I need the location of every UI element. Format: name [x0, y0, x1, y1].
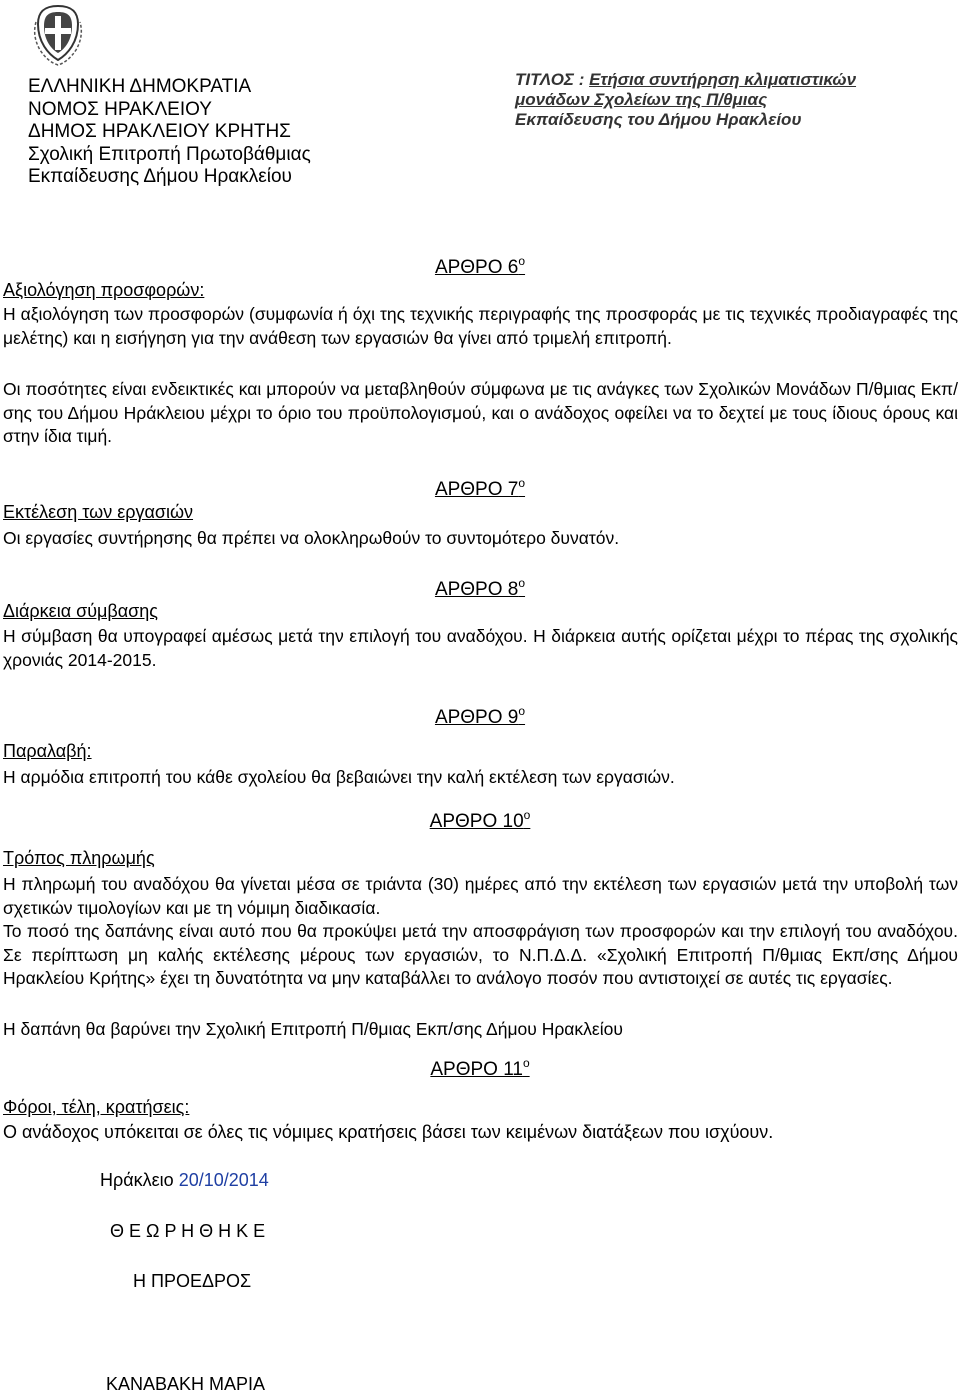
article-8-subtitle: Διάρκεια σύμβασης: [3, 601, 158, 621]
article-6-subtitle: Αξιολόγηση προσφορών:: [3, 280, 205, 300]
place: Ηράκλειο: [100, 1170, 174, 1190]
place-date: [100, 1170, 269, 1191]
title-line: μονάδων Σχολείων της Π/θμιας: [515, 90, 768, 109]
approved-label: Θ Ε Ω Ρ Η Θ Η Κ Ε: [110, 1221, 266, 1241]
article-9-heading: ΑΡΘΡΟ $9^o$: [434, 704, 526, 728]
article-6-paragraph: Η αξιολόγηση των προσφορών (συμφωνία ή όχι της τεχνικής περιγραφής της προσφοράς με τις τεχνικές προδιαγραφές της μελέτης) και η εισήγηση για την ανάθεση των εργασιών θα γίνει από τριμελή επιτροπή.: [3, 304, 958, 348]
article-8-paragraph: Η σύμβαση θα υπογραφεί αμέσως μετά την επιλογή του αναδόχου. Η διάρκεια αυτής ορίζεται μέχρι το πέρας της σχολικής χρονιάς 2014-2015.: [3, 626, 958, 670]
article-7-heading: ΑΡΘΡΟ $7^o$: [434, 476, 526, 500]
article-11-paragraph: Ο ανάδοχος υπόκειται σε όλες τις νόμιμες κρατήσεις βάσει των κειμένων διατάξεων που ισχύουν.: [3, 1122, 774, 1142]
issuer-block: [28, 76, 311, 189]
greek-state-emblem-icon: [30, 2, 86, 68]
article-10-paragraph: Η πληρωμή του αναδόχου θα γίνεται μέσα σε τριάντα (30) ημέρες από την εκτέλεση των εργασιών μετά την υποβολή των σχετικών τιμολογίων και με τη νόμιμη διαδικασία.: [3, 874, 958, 918]
article-11-subtitle: Φόροι, τέλη, κρατήσεις:: [3, 1097, 190, 1117]
issuer-line: ΝΟΜΟΣ ΗΡΑΚΛΕΙΟΥ: [28, 98, 212, 120]
document-title: [515, 70, 856, 130]
article-10-heading: ΑΡΘΡΟ $10^o$: [429, 808, 531, 832]
issuer-line: ΔΗΜΟΣ ΗΡΑΚΛΕΙΟΥ ΚΡΗΤΗΣ: [28, 121, 291, 142]
article-9-paragraph: Η αρμόδια επιτροπή του κάθε σχολείου θα βεβαιώνει την καλή εκτέλεση των εργασιών.: [3, 767, 675, 787]
article-11-heading: ΑΡΘΡΟ $11^o$: [430, 1056, 530, 1080]
article-6-paragraph: Οι ποσότητες είναι ενδεικτικές και μπορούν να μεταβληθούν σύμφωνα με τις ανάγκες των Σχολικών Μονάδων Π/θμιας Εκπ/σης του Δήμου Ηράκλειου μέχρι το όριο του προϋπολογισμού, και ο ανάδοχος οφείλει να το δεχτεί με τους ίδιους όρους και στην ίδια τιμή.: [3, 379, 958, 446]
article-9-subtitle: Παραλαβή:: [3, 741, 92, 761]
issuer-line: ΕΛΛΗΝΙΚΗ ΔΗΜΟΚΡΑΤΙΑ: [28, 76, 252, 97]
article-10-paragraph: Η δαπάνη θα βαρύνει την Σχολική Επιτροπή Π/θμιας Εκπ/σης Δήμου Ηρακλείου: [3, 1019, 623, 1039]
article-6-heading: ΑΡΘΡΟ $6^o$: [434, 254, 526, 278]
issuer-line: Εκπαίδευσης Δήμου Ηρακλείου: [28, 166, 292, 187]
article-8-heading: ΑΡΘΡΟ $8^o$: [434, 576, 526, 600]
article-10-paragraph: Το ποσό της δαπάνης είναι αυτό που θα προκύψει μετά την αποσφράγιση των προσφορών και την επιλογή του αναδόχου. Σε περίπτωση μη καλής εκτέλεσης μέρους των εργασιών, το Ν.Π.Δ.Δ. «Σχολική Επιτροπή Π/θμιας Εκπ/σης Δήμου Ηρακλείου Κρήτης» έχει τη δυνατότητα να μην καταβάλλει το ανάλογο ποσόν που αντιστοιχεί σε αυτές τις εργασίες.: [3, 921, 958, 988]
title-line: Ετήσια συντήρηση κλιματιστικών: [589, 70, 857, 89]
article-7-paragraph: Οι εργασίες συντήρησης θα πρέπει να ολοκληρωθούν το συντομότερο δυνατόν.: [3, 528, 620, 548]
article-10-subtitle: Τρόπος πληρωμής: [3, 848, 155, 868]
title-label: ΤΙΤΛΟΣ :: [515, 70, 585, 89]
title-line: Εκπαίδευσης του Δήμου Ηρακλείου: [515, 110, 802, 129]
signatory-name: ΚΑΝΑΒΑΚΗ ΜΑΡΙΑ: [106, 1374, 266, 1394]
date: 20/10/2014: [178, 1170, 269, 1190]
article-7-subtitle: Εκτέλεση των εργασιών: [3, 502, 194, 522]
issuer-line: Σχολική Επιτροπή Πρωτοβάθμιας: [28, 143, 311, 165]
signatory-role: Η ΠΡΟΕΔΡΟΣ: [133, 1271, 252, 1291]
